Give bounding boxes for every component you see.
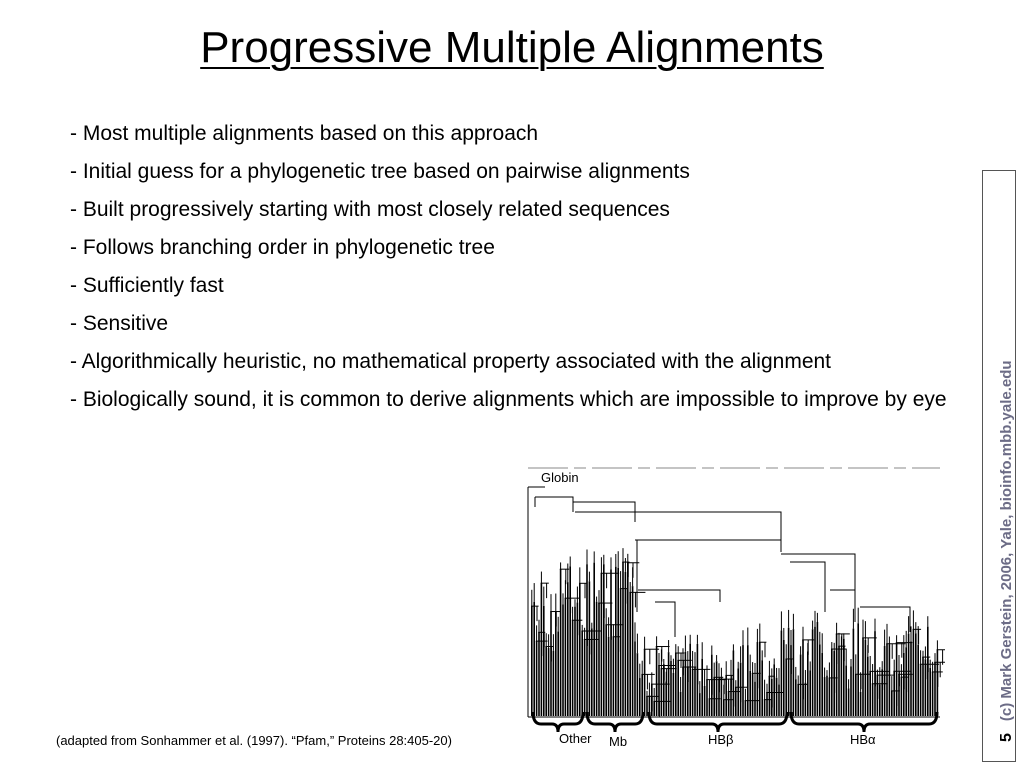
- tree-leaf-block: [920, 664, 922, 716]
- tree-leaf-block: [809, 671, 811, 716]
- tree-leaf-block: [682, 667, 684, 716]
- tree-leaf-block: [627, 563, 629, 716]
- group-label-hbb: HBβ: [708, 732, 734, 747]
- tree-leaf-block: [925, 659, 927, 716]
- tree-leaf-block: [845, 666, 847, 716]
- tree-leaf-block: [857, 623, 859, 716]
- tree-leaf-block: [790, 645, 792, 716]
- tree-leaf-block: [742, 645, 744, 716]
- sidebar-text: [998, 360, 1016, 742]
- bullet-item: - Biologically sound, it is common to derive alignments which are impossible to improve by eye: [70, 388, 947, 411]
- tree-leaf-block: [757, 642, 759, 716]
- tree-leaf-block: [603, 564, 605, 716]
- tree-leaf-block: [692, 669, 694, 716]
- tree-leaf-block: [752, 673, 754, 716]
- tree-leaf-block: [893, 671, 895, 716]
- figure-caption: (adapted from Sonhammer et al. (1997). “Pfam,” Proteins 28:405-20): [56, 733, 452, 748]
- tree-leaf-block: [848, 688, 850, 716]
- tree-leaf-block: [634, 641, 636, 716]
- tree-leaf-block: [785, 659, 787, 716]
- tree-leaf-block: [557, 632, 559, 716]
- tree-leaf-block: [651, 684, 653, 716]
- tree-leaf-block: [879, 685, 881, 716]
- tree-leaf-block: [896, 643, 898, 716]
- tree-leaf-block: [759, 642, 761, 716]
- tree-leaf-block: [548, 648, 550, 716]
- tree-leaf-block: [531, 606, 533, 716]
- tree-leaf-block: [601, 573, 603, 716]
- slide-title: Progressive Multiple Alignments: [200, 23, 824, 72]
- tree-leaf-block: [567, 582, 569, 716]
- tree-leaf-block: [596, 602, 598, 716]
- tree-leaf-block: [728, 692, 730, 716]
- tree-leaf-block: [533, 602, 535, 716]
- tree-leaf-block: [776, 678, 778, 716]
- tree-leaf-block: [805, 683, 807, 716]
- tree-leaf-block: [735, 687, 737, 716]
- tree-leaf-block: [637, 653, 639, 716]
- tree-leaf-block: [843, 639, 845, 716]
- tree-leaf-block: [694, 666, 696, 716]
- copyright-text: (c) Mark Gerstein, 2006, Yale, bioinfo.mbb.yale.edu: [998, 360, 1015, 722]
- tree-leaf-block: [778, 684, 780, 716]
- tree-leaf-block: [709, 699, 711, 716]
- tree-leaf-block: [704, 686, 706, 716]
- tree-leaf-block: [697, 644, 699, 716]
- tree-leaf-block: [608, 637, 610, 716]
- tree-leaf-block: [553, 651, 555, 716]
- tree-leaf-block: [881, 669, 883, 716]
- tree-leaf-block: [622, 562, 624, 716]
- bullet-item: - Most multiple alignments based on this approach: [70, 122, 539, 145]
- tree-leaf-block: [639, 678, 641, 716]
- tree-leaf-block: [687, 666, 689, 716]
- tree-leaf-block: [886, 644, 888, 716]
- tree-leaf-block: [610, 569, 612, 716]
- bullet-item: - Initial guess for a phylogenetic tree based on pairwise alignments: [70, 160, 690, 183]
- tree-leaf-block: [725, 675, 727, 716]
- tree-leaf-block: [788, 628, 790, 716]
- tree-leaf-block: [685, 652, 687, 716]
- tree-leaf-block: [824, 677, 826, 716]
- tree-leaf-block: [814, 627, 816, 716]
- tree-leaf-block: [761, 660, 763, 716]
- tree-leaf-block: [663, 664, 665, 716]
- tree-leaf-block: [574, 607, 576, 716]
- bullet-item: - Algorithmically heuristic, no mathematical property associated with the alignment: [70, 350, 832, 373]
- tree-leaf-block: [562, 604, 564, 716]
- tree-leaf-block: [721, 677, 723, 716]
- tree-leaf-block: [711, 655, 713, 716]
- tree-leaf-block: [569, 566, 571, 716]
- tree-leaf-block: [913, 629, 915, 716]
- phylogenetic-tree-figure: [525, 462, 945, 757]
- tree-leaf-block: [620, 589, 622, 716]
- tree-leaf-block: [565, 598, 567, 716]
- tree-leaf-block: [817, 622, 819, 716]
- tree-leaf-block: [922, 657, 924, 716]
- tree-leaf-block: [850, 666, 852, 716]
- tree-leaf-block: [541, 583, 543, 716]
- bullet-item: - Sufficiently fast: [70, 274, 224, 297]
- tree-leaf-block: [581, 631, 583, 716]
- tree-diagram: [525, 462, 945, 752]
- tree-leaf-block: [812, 629, 814, 716]
- tree-leaf-block: [605, 625, 607, 716]
- tree-leaf-block: [653, 701, 655, 716]
- tree-leaf-block: [661, 669, 663, 716]
- tree-leaf-block: [749, 671, 751, 716]
- tree-leaf-block: [740, 663, 742, 716]
- tree-leaf-block: [908, 634, 910, 716]
- bullet-item: - Follows branching order in phylogenetic tree: [70, 236, 495, 259]
- tree-leaf-block: [910, 641, 912, 716]
- tree-leaf-block: [677, 660, 679, 716]
- tree-leaf-block: [701, 659, 703, 716]
- tree-leaf-block: [718, 679, 720, 716]
- tree-leaf-block: [800, 655, 802, 716]
- tree-leaf-block: [706, 680, 708, 716]
- tree-leaf-block: [589, 581, 591, 716]
- page-number: 5: [998, 733, 1015, 742]
- tree-leaf-block: [713, 677, 715, 716]
- tree-leaf-block: [629, 592, 631, 716]
- tree-leaf-block: [867, 657, 869, 716]
- tree-leaf-block: [819, 644, 821, 716]
- tree-leaf-block: [836, 634, 838, 716]
- tree-leaf-block: [617, 568, 619, 716]
- group-label-mb: Mb: [609, 734, 628, 749]
- tree-leaf-block: [795, 679, 797, 716]
- tree-leaf-block: [898, 674, 900, 716]
- tree-leaf-block: [584, 639, 586, 716]
- bullet-list: [70, 118, 970, 422]
- tree-leaf-block: [855, 674, 857, 716]
- tree-leaf-block: [905, 647, 907, 716]
- tree-leaf-block: [598, 603, 600, 716]
- tree-leaf-block: [747, 645, 749, 716]
- tree-leaf-block: [764, 700, 766, 716]
- tree-leaf-block: [769, 676, 771, 716]
- tree-leaf-block: [915, 633, 917, 716]
- tree-leaf-block: [802, 640, 804, 716]
- tree-leaf-block: [536, 641, 538, 716]
- tree-leaf-block: [862, 638, 864, 716]
- tree-leaf-block: [737, 668, 739, 716]
- tree-leaf-block: [675, 653, 677, 716]
- footer-sidebar: [982, 170, 1016, 762]
- bullet-item: - Sensitive: [70, 312, 169, 335]
- tree-leaf-block: [593, 563, 595, 716]
- tree-leaf-block: [577, 603, 579, 716]
- tree-leaf-block: [586, 564, 588, 716]
- tree-leaf-block: [771, 679, 773, 716]
- tree-leaf-block: [716, 661, 718, 716]
- tree-leaf-block: [644, 649, 646, 716]
- tree-leaf-block: [560, 569, 562, 716]
- tree-leaf-block: [841, 649, 843, 716]
- tree-leaf-block: [572, 620, 574, 716]
- tree-leaf-block: [545, 647, 547, 716]
- tree-leaf-block: [699, 693, 701, 716]
- tree-leaf-block: [932, 672, 934, 716]
- tree-leaf-block: [793, 629, 795, 716]
- tree-leaf-block: [641, 674, 643, 716]
- tree-leaf-block: [730, 679, 732, 716]
- tree-leaf-block: [821, 653, 823, 716]
- tree-leaf-block: [579, 583, 581, 716]
- tree-leaf-block: [884, 646, 886, 716]
- tree-leaf-block: [668, 652, 670, 716]
- tree-leaf-block: [615, 567, 617, 716]
- tree-leaf-block: [689, 644, 691, 716]
- tree-leaf-block: [833, 651, 835, 716]
- tree-leaf-block: [550, 612, 552, 716]
- tree-leaf-block: [927, 627, 929, 716]
- tree-top-label: Globin: [541, 470, 579, 485]
- tree-leaf-block: [656, 647, 658, 716]
- tree-leaf-block: [591, 628, 593, 716]
- tree-leaf-block: [538, 632, 540, 716]
- tree-leaf-block: [872, 684, 874, 716]
- tree-leaf-block: [613, 637, 615, 716]
- tree-leaf-block: [766, 692, 768, 716]
- tree-leaf-block: [783, 640, 785, 716]
- group-label-other: Other: [559, 731, 592, 746]
- tree-leaf-block: [625, 572, 627, 716]
- tree-leaf-block: [903, 653, 905, 716]
- tree-leaf-block: [829, 678, 831, 716]
- tree-leaf-block: [826, 676, 828, 716]
- tree-leaf-block: [853, 629, 855, 716]
- tree-leaf-block: [673, 673, 675, 716]
- tree-leaf-block: [680, 692, 682, 716]
- tree-leaf-block: [807, 651, 809, 716]
- tree-leaf-block: [658, 665, 660, 716]
- tree-leaf-block: [869, 671, 871, 716]
- tree-leaf-block: [934, 662, 936, 716]
- tree-leaf-block: [773, 664, 775, 716]
- tree-leaf-block: [665, 682, 667, 716]
- tree-leaf-block: [555, 611, 557, 716]
- group-label-hba: HBα: [850, 732, 876, 747]
- tree-leaf-block: [889, 644, 891, 716]
- tree-leaf-block: [891, 691, 893, 716]
- tree-leaf-block: [860, 692, 862, 716]
- tree-leaf-block: [797, 684, 799, 716]
- tree-leaf-block: [723, 700, 725, 716]
- tree-leaf-block: [901, 677, 903, 716]
- tree-leaf-block: [838, 646, 840, 716]
- tree-leaf-block: [877, 675, 879, 716]
- tree-leaf-block: [937, 650, 939, 716]
- tree-leaf-block: [745, 701, 747, 716]
- tree-leaf-block: [917, 645, 919, 716]
- tree-leaf-block: [874, 631, 876, 716]
- tree-leaf-block: [865, 640, 867, 716]
- tree-leaf-block: [781, 631, 783, 716]
- tree-leaf-block: [670, 661, 672, 716]
- tree-leaf-block: [754, 682, 756, 716]
- tree-leaf-block: [632, 586, 634, 716]
- tree-leaf-block: [929, 668, 931, 716]
- tree-leaf-block: [831, 649, 833, 716]
- tree-leaf-block: [543, 606, 545, 716]
- bullet-item: - Built progressively starting with most closely related sequences: [70, 198, 670, 221]
- tree-leaf-block: [733, 650, 735, 716]
